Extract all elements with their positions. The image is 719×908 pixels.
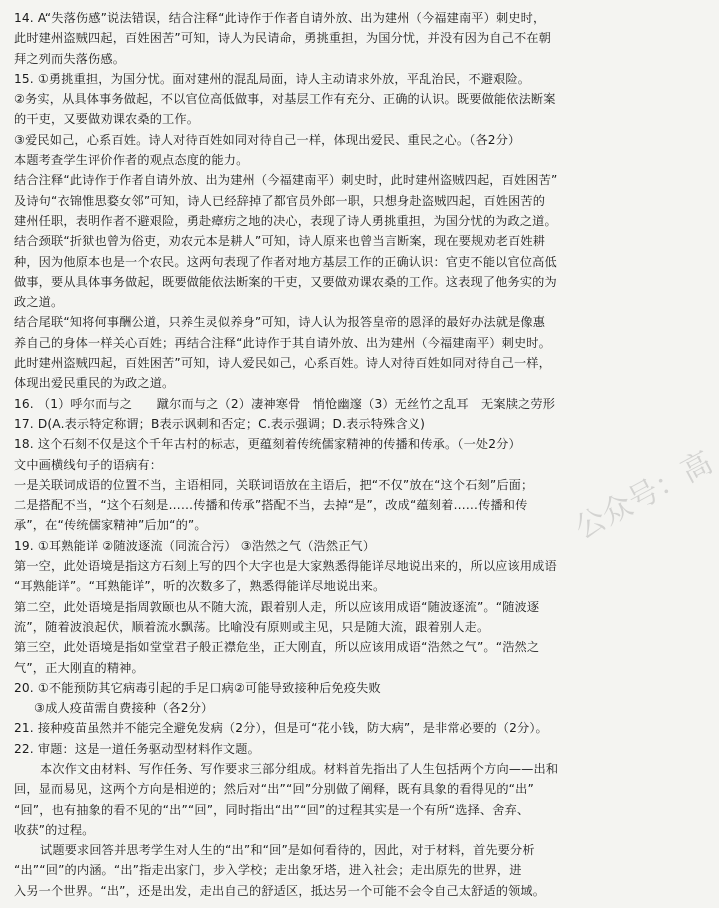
q15-line-6: 结合注释“此诗作于作者自请外放、出为建州（今福建南平）刺史时，此时建州盗贼四起，百姓困苦”: [14, 173, 558, 188]
q22-line-1: 22. 审题：这是一道任务驱动型材料作文题。: [14, 741, 260, 756]
q18-line-3: 一是关联词成语的位置不当，主语相同，关联词语放在主语后，把“不仅”放在“这个石刻”后面；: [14, 477, 534, 492]
q14-line-1: 14. A“失落伤感”说法错误，结合注释“此诗作于作者自请外放、出为建州（今福建南平）刺史时，: [14, 11, 546, 25]
watermark: 公众号：高: [569, 445, 719, 547]
q22-line-8: 入另一个世界。“出”，还是出发，走出自己的舒适区，抵达另一个可能不会令自己太舒适的领域。: [14, 883, 546, 898]
q22-line-2: 本次作文由材料、写作任务、写作要求三部分组成。材料首先指出了人生包括两个方向——出和: [40, 761, 559, 776]
q19-line-4: 第二空，此处语境是指周敦颐也从不随大流，跟着别人走，所以应该用成语“随波逐流”。“随波逐: [14, 599, 540, 614]
q14-line-3: 拜之列而失落伤感。: [14, 51, 126, 66]
q15-line-11: 做事，要从具体事务做起，既要做能依法断案的干吏，又要做劝课农桑的工作。这表现了他务实的为: [14, 274, 557, 289]
q19-line-1: 19. ①耳熟能详 ②随波逐流（同流合污） ③浩然之气（浩然正气）: [14, 538, 376, 553]
q14-line-2: 此时建州盗贼四起，百姓困苦”可知，诗人为民请命，勇挑重担，为国分忧，并没有因为自己不在朝: [14, 31, 551, 46]
q15-line-10: 种，因为他原本也是一个农民。这两句表现了作者对地方基层工作的正确认识：官吏不能以官位高低: [14, 254, 557, 269]
q19-line-2: 第一空，此处语境是指这方石刻上写的四个大字也是大家熟悉得能详尽地说出来的，所以应该用成语: [14, 559, 557, 574]
q15-line-9: 结合颈联“折狱也曾为俗吏，劝农元本是耕人”可知，诗人原来也曾当言断案，现在要规劝老百姓耕: [14, 234, 546, 249]
q15-line-2: ②务实，从具体事务做起，不以官位高低做事，对基层工作有充分、正确的认识。既要做能依法断案: [14, 92, 556, 107]
q15-line-1: 15. ①勇挑重担，为国分忧。面对建州的混乱局面，诗人主动请求外放，平乱治民，不避艰险。: [14, 71, 531, 86]
q15-line-13: 结合尾联“知将何事酬公道，只养生灵似养身”可知，诗人认为报答皇帝的恩泽的最好办法就是像惠: [14, 315, 546, 330]
q15-line-14: 养自己的身体一样关心百姓；再结合注释“此诗作于其自请外放、出为建州（今福建南平）刺史时。: [14, 335, 551, 350]
q15-line-4: ③爱民如己，心系百姓。诗人对待百姓如同对待自己一样，体现出爱民、重民之心。（各2分）: [14, 132, 521, 147]
q18-line-5: 承”，在“传统儒家精神”后加“的”。: [14, 518, 207, 533]
q22-line-6: 试题要求回答并思考学生对人生的“出”和“回”是如何看待的，因此，对于材料，首先要分析: [40, 843, 535, 858]
q22-line-3: 回，显而易见，这两个方向是相逆的；然后对“出”“回”分别做了阐释，既有具象的看得见的“出”: [14, 782, 534, 797]
q15-line-7: 及诗句“衣锦惟思婺女邻”可知，诗人已经辞掉了都官员外郎一职，只想身赴盗贼四起，百姓困苦的: [14, 193, 546, 208]
q16-line: 16. （1）呼尔而与之 蹴尔而与之（2）凄神寒骨 悄怆幽邃（3）无丝竹之乱耳 无案牍之劳形: [14, 396, 556, 411]
q15-line-8: 建州任职，表明作者不避艰险，勇赴瘴疠之地的决心，表现了诗人勇挑重担，为国分忧的为政之道。: [14, 213, 557, 228]
q18-line-2: 文中画横线句子的语病有：: [14, 457, 163, 472]
q15-line-12: 政之道。: [14, 295, 64, 310]
q22-line-5: 收获”的过程。: [14, 822, 95, 837]
q19-line-7: 气”，正大刚直的精神。: [14, 660, 144, 675]
q15-line-15: 此时建州盗贼四起，百姓困苦”可知，诗人爱民如己，心系百姓。诗人对待百姓如同对待自己一样，: [14, 356, 551, 371]
q18-line-4: 二是搭配不当，“这个石刻是……传播和传承”搭配不当，去掉“是”，改成“蕴刻着……传播和传: [14, 498, 528, 513]
q17-line: 17. D(A.表示特定称谓；B表示讽刺和否定；C.表示强调；D.表示特殊含义): [14, 416, 426, 431]
q21-line: 21. 接种疫苗虽然并不能完全避免发病（2分），但是可“花小钱，防大病”，是非常必要的（2分）。: [14, 721, 548, 736]
q15-line-3: 的干吏，又要做劝课农桑的工作。: [14, 112, 200, 127]
q15-line-5: 本题考查学生评价作者的观点态度的能力。: [14, 153, 249, 168]
q18-line-1: 18. 这个石刻不仅是这个千年古村的标志，更蕴刻着传统儒家精神的传播和传承。（一处2分）: [14, 437, 521, 452]
q22-line-4: “回”，也有抽象的看不见的“出”“回”，同时指出“出”“回”的过程其实是一个有所“选择、舍弃、: [14, 802, 530, 817]
q19-line-6: 第三空，此处语境是指如堂堂君子般正襟危坐，正大刚直，所以应该用成语“浩然之气”。“浩然之: [14, 640, 540, 655]
q15-line-16: 体现出爱民重民的为政之道。: [14, 376, 175, 391]
q22-line-7: “出”“回”的内涵。“出”指走出家门，步入学校；走出象牙塔，进入社会；走出原先的世界，进: [14, 863, 522, 878]
q20-line-2: ③成人疫苗需自费接种（各2分）: [34, 701, 214, 716]
q19-line-3: “耳熟能详”。“耳熟能详”，听的次数多了，熟悉得能详尽地说出来。: [14, 579, 386, 594]
q20-line-1: 20. ①不能预防其它病毒引起的手足口病②可能导致接种后免疫失败: [14, 680, 381, 695]
q19-line-5: 流”，随着波浪起伏，顺着流水飘荡。比喻没有原则或主见，只是随大流，跟着别人走。: [14, 619, 490, 634]
